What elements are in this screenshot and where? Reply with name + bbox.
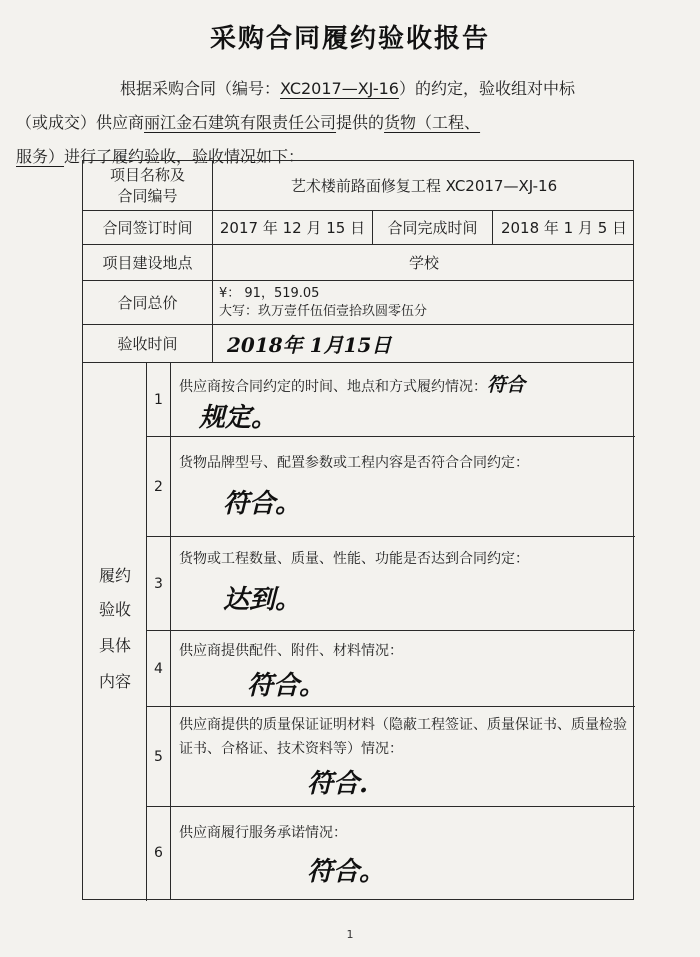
item-answer-inline: 符合: [487, 374, 526, 396]
section-label-1: 履约: [98, 566, 131, 585]
item-2: [147, 437, 635, 537]
row-project: [83, 161, 633, 211]
row-accept-time: [83, 325, 633, 363]
item-3: [147, 537, 635, 631]
row-dates: [83, 211, 633, 245]
goods-type-cont: 服务）: [16, 147, 65, 166]
project-value: 艺术楼前路面修复工程 XC2017—XJ-16: [290, 177, 558, 195]
total-value: [213, 281, 635, 324]
page-number: 1: [346, 928, 354, 941]
item-question: [179, 373, 627, 399]
item-question: 货物品牌型号、配置参数或工程内容是否符合合同约定：: [179, 455, 529, 471]
item-number: 6: [147, 807, 171, 899]
item-question: 供应商提供的质量保证证明材料（隐蔽工程签证、质量保证书、质量检验证书、合格证、技术资料等）情况：: [179, 717, 627, 757]
intro-text: （或成交）供应商: [16, 113, 145, 132]
item-1: [147, 363, 635, 437]
goods-type: 货物（工程、: [384, 113, 481, 132]
item-number: 3: [147, 537, 171, 630]
page-title: 采购合同履约验收报告: [209, 24, 490, 54]
intro-text: 进行了履约验收，验收情况如下：: [64, 147, 305, 166]
intro-paragraph: [16, 72, 636, 174]
item-answer: 规定。: [199, 403, 278, 433]
row-total: [83, 281, 633, 325]
item-6: [147, 807, 635, 899]
item-answer: 符合.: [307, 769, 369, 799]
item-5: [147, 707, 635, 807]
accept-label: 验收时间: [83, 325, 213, 362]
row-site: [83, 245, 633, 281]
item-answer: 符合。: [307, 857, 386, 887]
item-number: 1: [147, 363, 171, 436]
project-label: 项目名称及 合同编号: [83, 161, 213, 210]
sign-label: 合同签订时间: [83, 211, 213, 244]
intro-text: 提供的: [336, 113, 385, 132]
item-number: 5: [147, 707, 171, 806]
section-label-2: 验收: [98, 600, 131, 619]
item-question: 货物或工程数量、质量、性能、功能是否达到合同约定：: [179, 551, 529, 567]
acceptance-table: [82, 160, 634, 900]
intro-text: 根据采购合同（编号：: [120, 79, 281, 98]
intro-line-2: [16, 106, 636, 140]
total-amount: ¥： 91，519.05: [219, 285, 320, 301]
item-number: 2: [147, 437, 171, 536]
item-answer: 符合。: [247, 671, 326, 701]
section-label-4: 内容: [98, 672, 131, 691]
section-label-3: 具体: [98, 636, 131, 655]
contract-number: XC2017—XJ-16: [280, 79, 399, 98]
accept-value-handwritten: 2018年 1月15日: [227, 333, 392, 357]
finish-label: 合同完成时间: [373, 211, 493, 244]
item-question-text: 供应商按合同约定的时间、地点和方式履约情况：: [179, 379, 487, 395]
site-value: 学校: [408, 254, 439, 272]
item-4: [147, 631, 635, 707]
intro-line-1: [76, 72, 636, 106]
section-label: [83, 363, 147, 901]
finish-value: 2018 年 1 月 5 日: [500, 219, 628, 237]
item-answer: 符合。: [223, 489, 302, 519]
item-answer: 达到。: [223, 585, 302, 615]
intro-text: ）的约定，验收组对中标: [398, 79, 575, 98]
item-number: 4: [147, 631, 171, 706]
total-uppercase: 大写：玖万壹仟伍佰壹拾玖圆零伍分: [219, 303, 428, 319]
sign-value: 2017 年 12 月 15 日: [213, 211, 373, 244]
site-label: 项目建设地点: [83, 245, 213, 280]
item-question: 供应商履行服务承诺情况：: [179, 825, 347, 841]
item-question: 供应商提供配件、附件、材料情况：: [179, 643, 403, 659]
supplier-name: 丽江金石建筑有限责任公司: [144, 113, 337, 132]
total-label: 合同总价: [83, 281, 213, 324]
